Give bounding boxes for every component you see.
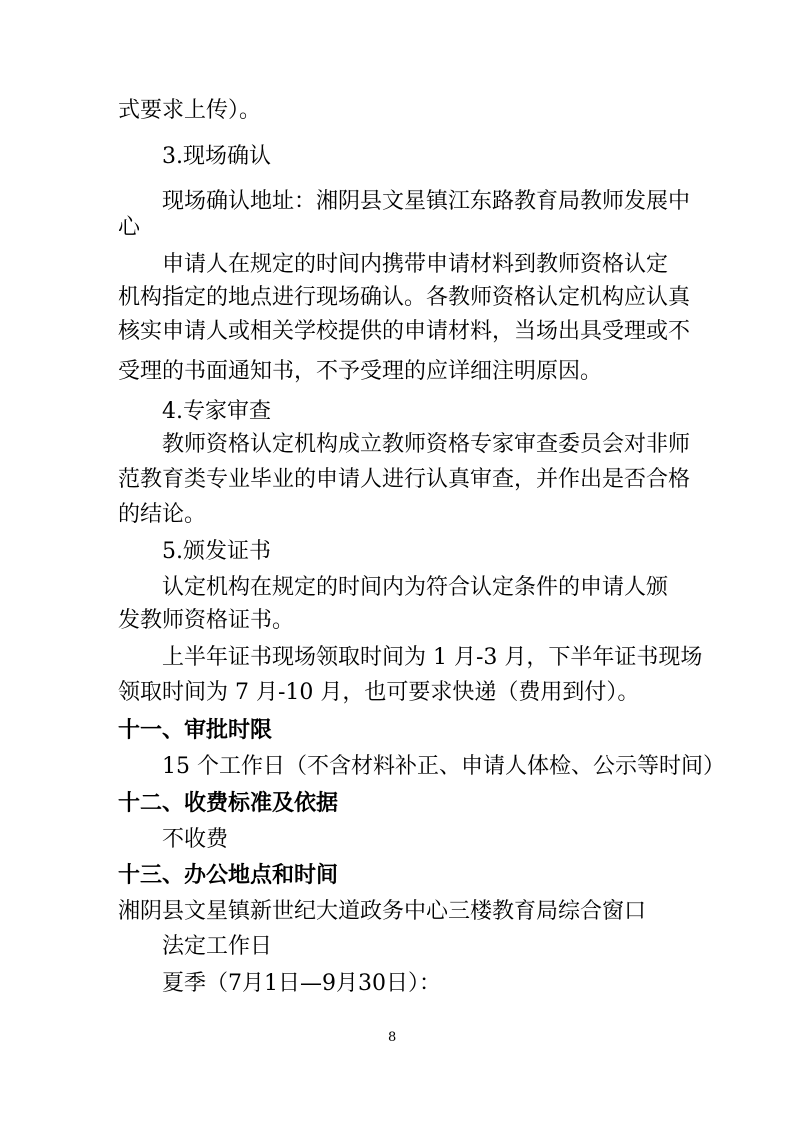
chapter-heading: 十二、收费标准及依据 xyxy=(118,790,339,816)
text-line: 式要求上传）。 xyxy=(118,98,262,123)
text-line: 心 xyxy=(118,215,141,240)
text-line: 的结论。 xyxy=(118,502,207,527)
text-line: 教师资格认定机构成立教师资格专家审查委员会对非师 xyxy=(162,432,691,457)
text-line: 发教师资格证书。 xyxy=(118,608,295,633)
text-line: 受理的书面通知书，不予受理的应详细注明原因。 xyxy=(118,359,603,384)
text-line: 夏季（7月1日—9月30日）： xyxy=(162,971,441,996)
chapter-heading: 十三、办公地点和时间 xyxy=(118,862,339,888)
text-line: 不收费 xyxy=(162,827,229,852)
section-heading: 5.颁发证书 xyxy=(162,539,271,564)
text-line: 15 个工作日（不含材料补正、申请人体检、公示等时间） xyxy=(162,754,725,779)
page-number: 8 xyxy=(388,1030,397,1045)
text-line: 申请人在规定的时间内携带申请材料到教师资格认定 xyxy=(162,252,669,277)
text-line: 认定机构在规定的时间内为符合认定条件的申请人颁 xyxy=(162,575,669,600)
text-line: 湘阴县文星镇新世纪大道政务中心三楼教育局综合窗口 xyxy=(118,899,647,924)
text-line: 领取时间为 7 月-10 月，也可要求快递（费用到付）。 xyxy=(118,680,640,705)
text-line: 机构指定的地点进行现场确认。各教师资格认定机构应认真 xyxy=(118,285,691,310)
text-line: 法定工作日 xyxy=(162,934,273,959)
text-line: 现场确认地址：湘阴县文星镇江东路教育局教师发展中 xyxy=(162,189,691,214)
section-heading: 3.现场确认 xyxy=(162,144,271,169)
text-line: 核实申请人或相关学校提供的申请材料，当场出具受理或不 xyxy=(118,319,691,344)
text-line: 上半年证书现场领取时间为 1 月-3 月，下半年证书现场 xyxy=(162,645,703,670)
section-heading: 4.专家审查 xyxy=(162,399,271,424)
chapter-heading: 十一、审批时限 xyxy=(118,717,273,743)
text-line: 范教育类专业毕业的申请人进行认真审查，并作出是否合格 xyxy=(118,467,691,492)
